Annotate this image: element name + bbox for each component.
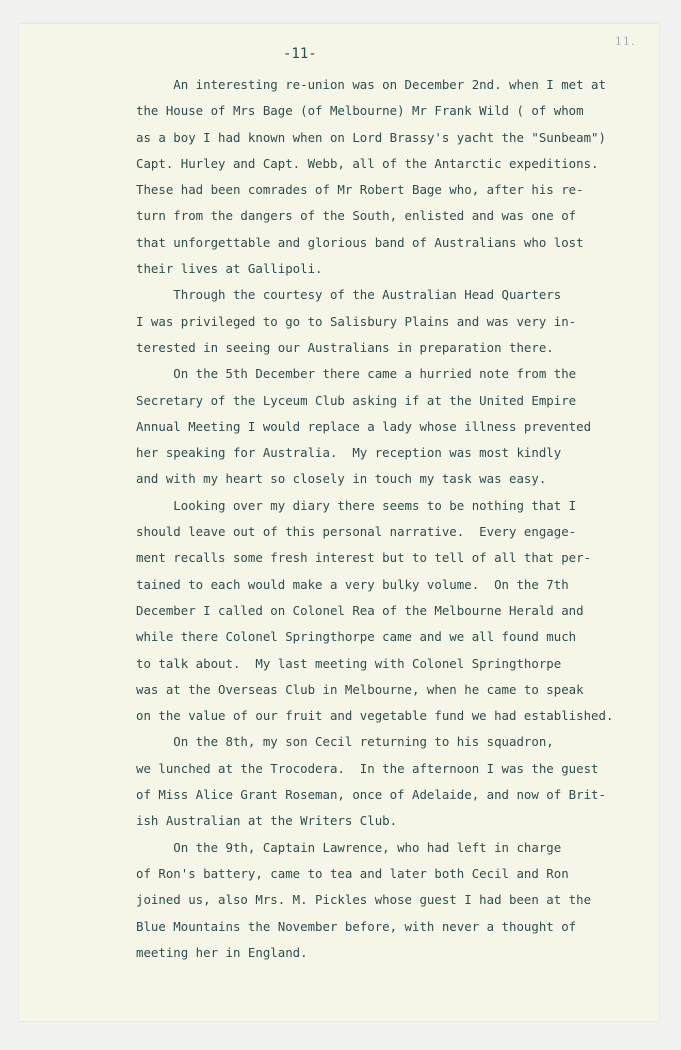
text-line: was at the Overseas Club in Melbourne, when he came to speak (136, 681, 584, 697)
text-line: her speaking for Australia. My reception was most kindly (136, 445, 562, 461)
text-line: that unforgettable and glorious band of Australians who lost (136, 234, 584, 250)
text-line: I was privileged to go to Salisbury Plains and was very in- (136, 313, 577, 329)
text-line: Through the courtesy of the Australian Head Quarters (136, 287, 562, 303)
text-line: Blue Mountains the November before, with never a thought of (136, 918, 577, 934)
text-line: On the 9th, Captain Lawrence, who had left in charge (136, 839, 562, 855)
text-line: meeting her in England. (136, 944, 308, 960)
text-line: ment recalls some fresh interest but to tell of all that per- (136, 550, 592, 566)
text-line: their lives at Gallipoli. (136, 261, 323, 277)
text-line: Looking over my diary there seems to be nothing that I (136, 497, 577, 513)
text-line: of Ron's battery, came to tea and later both Cecil and Ron (136, 865, 569, 881)
body-text (136, 72, 651, 966)
text-line: Capt. Hurley and Capt. Webb, all of the Antarctic expeditions. (136, 155, 599, 171)
text-line: On the 5th December there came a hurried note from the (136, 366, 577, 382)
text-line: as a boy I had known when on Lord Brassy's yacht the "Sunbeam") (136, 129, 606, 145)
text-line: to talk about. My last meeting with Colonel Springthorpe (136, 655, 562, 671)
text-line: An interesting re-union was on December 2nd. when I met at (136, 77, 606, 92)
text-line: on the value of our fruit and vegetable fund we had established. (136, 708, 614, 724)
corner-page-mark: 11. (615, 35, 636, 48)
text-line: of Miss Alice Grant Roseman, once of Adelaide, and now of Brit- (136, 787, 606, 803)
text-line: turn from the dangers of the South, enlisted and was one of (136, 208, 577, 224)
text-line: Secretary of the Lyceum Club asking if at the United Empire (136, 392, 577, 408)
text-line: These had been comrades of Mr Robert Bage who, after his re- (136, 182, 584, 198)
text-line: ish Australian at the Writers Club. (136, 813, 398, 829)
text-line: terested in seeing our Australians in preparation there. (136, 339, 554, 355)
page-number: -11- (283, 46, 317, 62)
typed-page (19, 24, 659, 1021)
text-line: should leave out of this personal narrative. Every engage- (136, 524, 577, 540)
text-line: December I called on Colonel Rea of the Melbourne Herald and (136, 602, 584, 618)
text-line: we lunched at the Trocodera. In the afternoon I was the guest (136, 760, 599, 776)
text-line: On the 8th, my son Cecil returning to his squadron, (136, 734, 554, 750)
text-line: and with my heart so closely in touch my task was easy. (136, 471, 547, 487)
text-line: while there Colonel Springthorpe came and we all found much (136, 629, 577, 645)
text-line: joined us, also Mrs. M. Pickles whose guest I had been at the (136, 892, 592, 908)
text-line: the House of Mrs Bage (of Melbourne) Mr Frank Wild ( of whom (136, 103, 584, 119)
text-line: Annual Meeting I would replace a lady whose illness prevented (136, 418, 592, 434)
text-line: tained to each would make a very bulky volume. On the 7th (136, 576, 569, 592)
